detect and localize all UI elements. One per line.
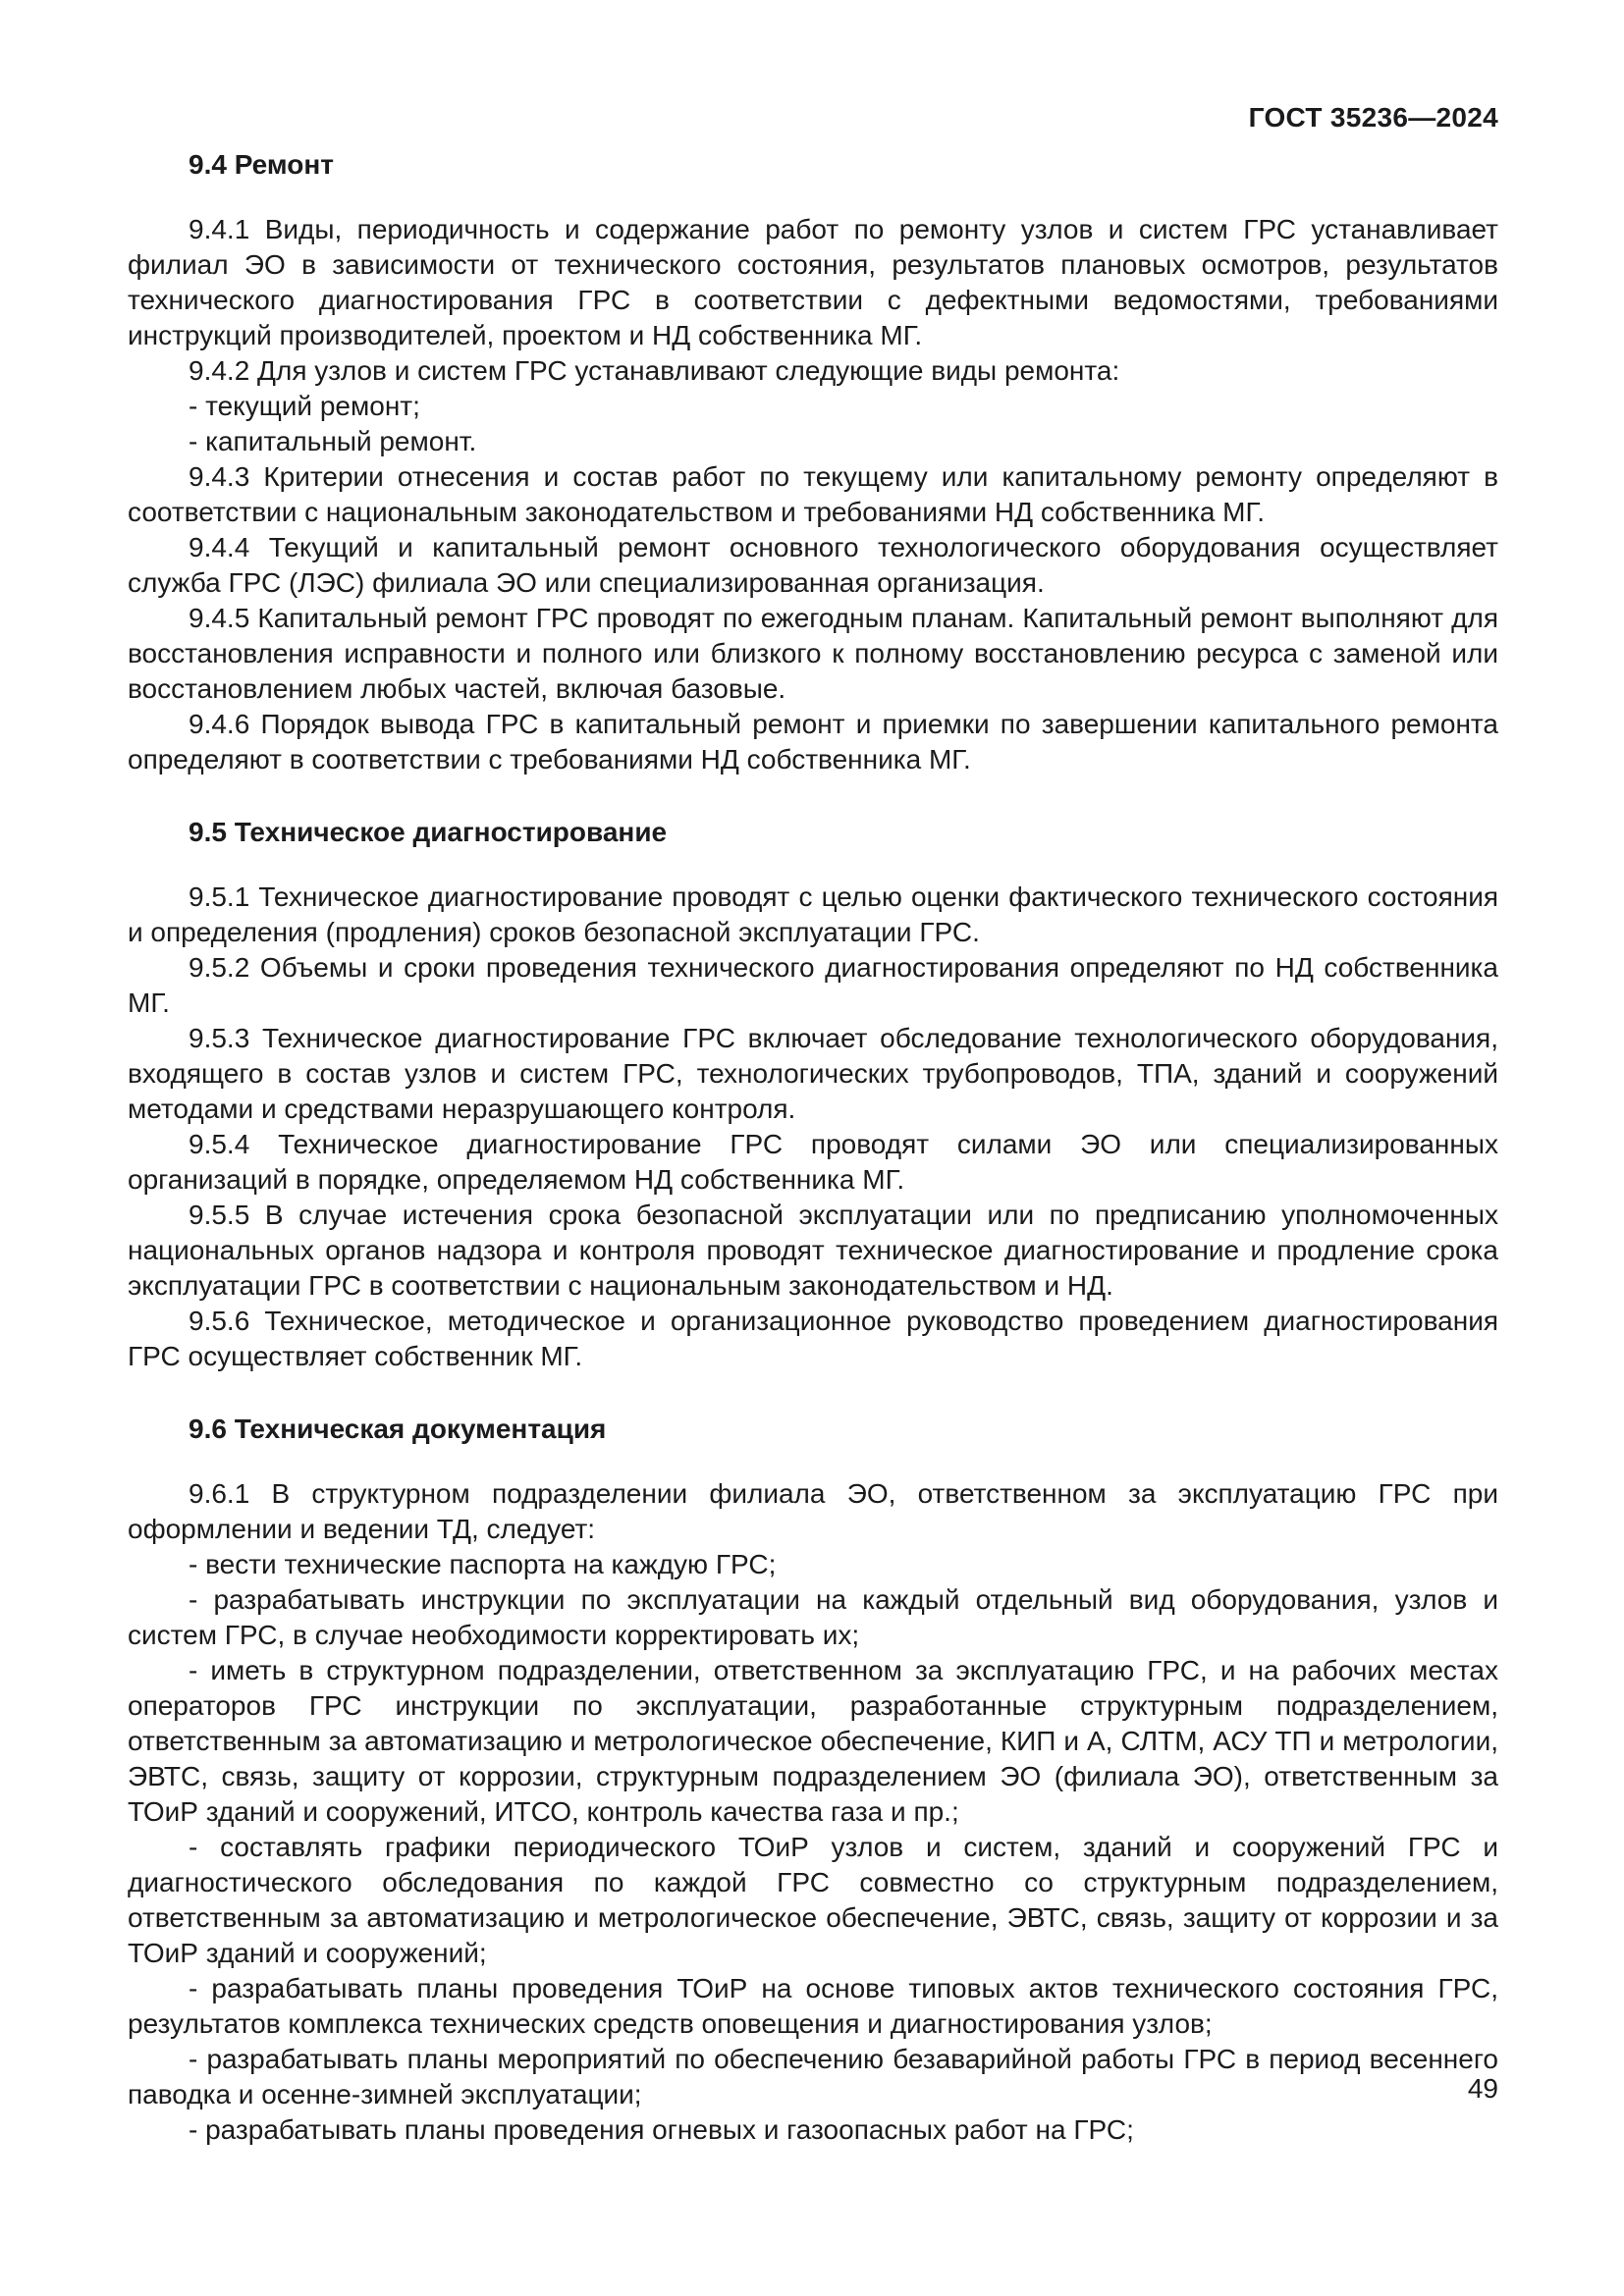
paragraph: 9.4.1 Виды, периодичность и содержание работ по ремонту узлов и систем ГРС устанавливает филиал ЭО в зависимости от технического состояния, результатов плановых осмотров, результатов технического диагностирования ГРС в соответствии с дефектными ведомостями, требованиями инструкций производителей, проектом и НД собственника МГ. [128, 214, 1498, 350]
paragraph: 9.5.6 Техническое, методическое и организационное руководство проведением диагностирования ГРС осуществляет собственник МГ. [128, 1306, 1498, 1371]
list-item: - текущий ремонт; [189, 391, 420, 421]
list-item: - разрабатывать планы мероприятий по обеспечению безаварийной работы ГРС в период весеннего паводка и осенне-зимней эксплуатации; [128, 2044, 1498, 2109]
paragraph: 9.4.6 Порядок вывода ГРС в капитальный ремонт и приемки по завершении капитального ремонта определяют в соответствии с требованиями НД собственника МГ. [128, 709, 1498, 774]
running-header [128, 102, 1498, 133]
list-item: - разрабатывать планы проведения ТОиР на основе типовых актов технического состояния ГРС, результатов комплекса технических средств оповещения и диагностирования узлов; [128, 1973, 1498, 2039]
list-item: - иметь в структурном подразделении, ответственном за эксплуатацию ГРС, и на рабочих местах операторов ГРС инструкции по эксплуатации, разработанные структурным подразделением, ответственным за автоматизацию и метрологическое обеспечение, КИП и А, СЛТМ, АСУ ТП и метрологии, ЭВТС, связь, защиту от коррозии, структурным подразделением ЭО (филиала ЭО), ответственным за ТОиР зданий и сооружений, ИТСО, контроль качества газа и пр.; [128, 1655, 1498, 1827]
paragraph: 9.5.4 Техническое диагностирование ГРС проводят силами ЭО или специализированных организаций в порядке, определяемом НД собственника МГ. [128, 1129, 1498, 1195]
paragraph: 9.4.5 Капитальный ремонт ГРС проводят по ежегодным планам. Капитальный ремонт выполняют для восстановления исправности и полного или близкого к полному восстановлению ресурса с заменой или восстановлением любых частей, включая базовые. [128, 603, 1498, 704]
document-code: ГОСТ 35236—2024 [1248, 102, 1498, 133]
paragraph: 9.5.2 Объемы и сроки проведения технического диагностирования определяют по НД собственника МГ. [128, 952, 1498, 1018]
paragraph: 9.4.2 Для узлов и систем ГРС устанавливают следующие виды ремонта: [189, 355, 1120, 386]
paragraph: 9.4.3 Критерии отнесения и состав работ по текущему или капитальному ремонту определяют в соответствии с национальным законодательством и требованиями НД собственника МГ. [128, 461, 1498, 527]
paragraph: 9.5.3 Техническое диагностирование ГРС включает обследование технологического оборудования, входящего в состав узлов и систем ГРС, технологических трубопроводов, ТПА, зданий и сооружений методами и средствами неразрушающего контроля. [128, 1023, 1498, 1124]
list-item: - составлять графики периодического ТОиР узлов и систем, зданий и сооружений ГРС и диагностического обследования по каждой ГРС совместно со структурным подразделением, ответственным за автоматизацию и метрологическое обеспечение, ЭВТС, связь, защиту от коррозии и за ТОиР зданий и сооружений; [128, 1832, 1498, 1968]
section-heading: 9.6 Техническая документация [189, 1414, 607, 1444]
document-content [128, 147, 1498, 2148]
section-heading: 9.5 Техническое диагностирование [189, 817, 668, 847]
list-item: - капитальный ремонт. [189, 426, 477, 456]
page-number: 49 [1467, 2073, 1498, 2104]
paragraph: 9.6.1 В структурном подразделении филиала ЭО, ответственном за эксплуатацию ГРС при оформлении и ведении ТД, следует: [128, 1478, 1498, 1544]
list-item: - разрабатывать инструкции по эксплуатации на каждый отдельный вид оборудования, узлов и систем ГРС, в случае необходимости корректировать их; [128, 1584, 1498, 1650]
paragraph: 9.5.1 Техническое диагностирование проводят с целью оценки фактического технического состояния и определения (продления) сроков безопасной эксплуатации ГРС. [128, 881, 1498, 947]
paragraph: 9.5.5 В случае истечения срока безопасной эксплуатации или по предписанию уполномоченных национальных органов надзора и контроля проводят техническое диагностирование и продление срока эксплуатации ГРС в соответствии с национальным законодательством и НД. [128, 1200, 1498, 1301]
section-heading: 9.4 Ремонт [189, 149, 334, 180]
list-item: - вести технические паспорта на каждую ГРС; [189, 1549, 777, 1579]
list-item: - разрабатывать планы проведения огневых и газоопасных работ на ГРС; [189, 2114, 1134, 2145]
paragraph: 9.4.4 Текущий и капитальный ремонт основного технологического оборудования осуществляет служба ГРС (ЛЭС) филиала ЭО или специализированная организация. [128, 532, 1498, 598]
page-footer [128, 2073, 1498, 2105]
